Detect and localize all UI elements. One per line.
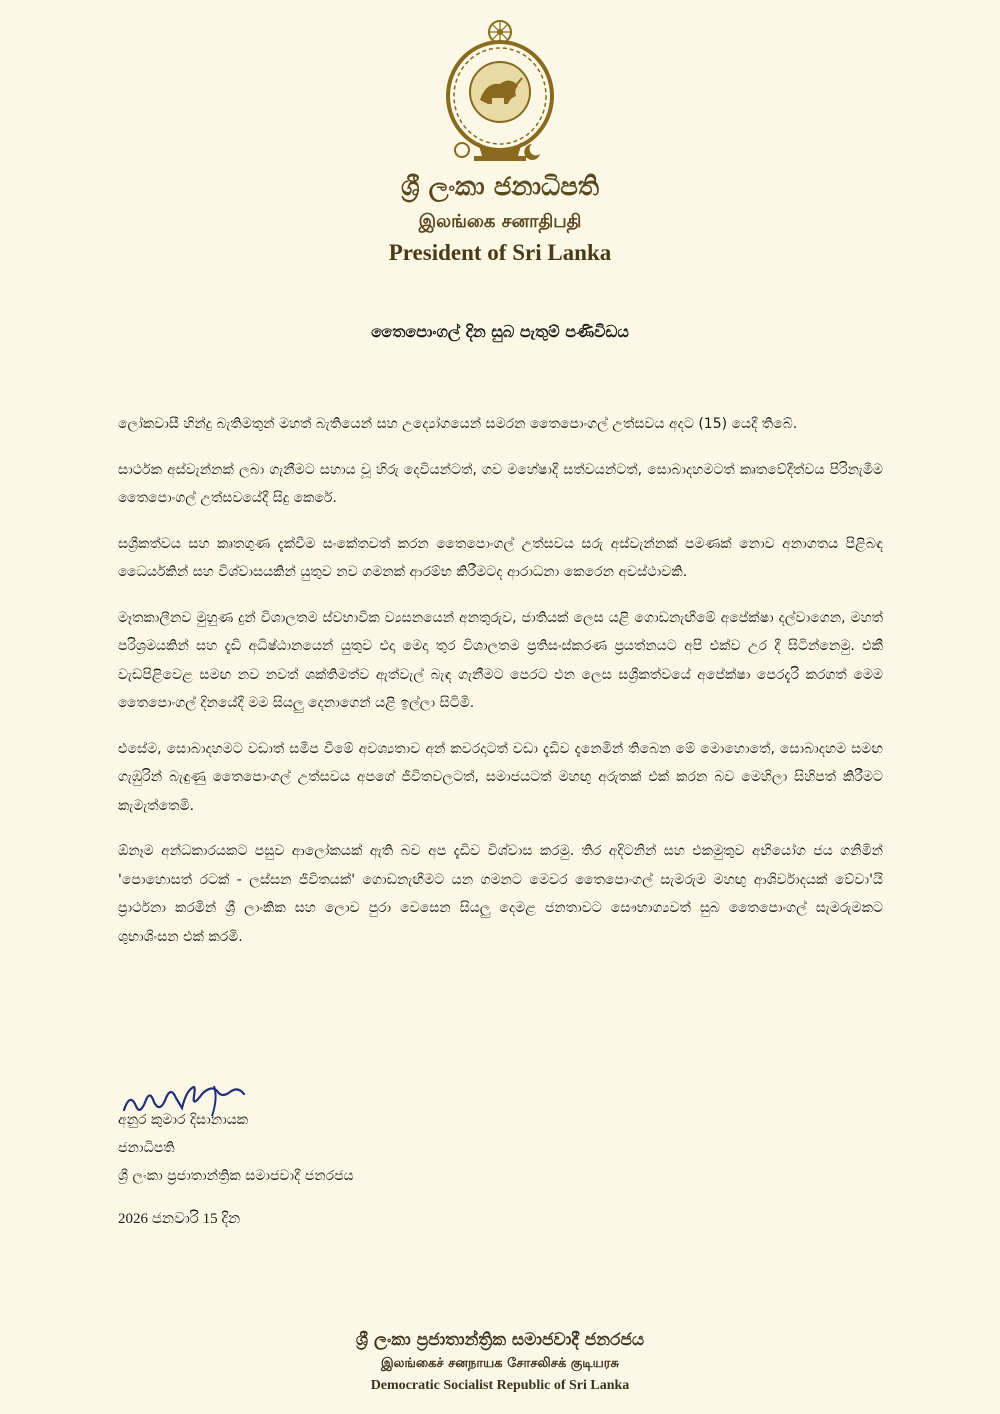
paragraph: මෑතකාලීනව මුහුණ දුන් විශාලතම ස්වභාවික ව්‍යසනයෙන් අනතුරුව, ජාතියක් ලෙස යළි ගොඩනැඟීමේ අපේක්ෂා දල්වාගෙන, මහත් පරිශ්‍රමයකින් සහ දැඩි අධිෂ්ඨානයෙන් යුතුව එදා මෙදා තුර විශාලතම ප්‍රතිසංස්කරණ ප්‍රයත්නයට අපි එක්ව උර දී සිටින්නෙමු. එකී වැඩපිළිවෙළ සමඟ නව නවත් ශක්තිමත්ව ඇත්වැල් බැඳ ගැනීමට පෙරට එන ලෙස සශ්‍රීකත්වයේ අපේක්ෂා පෙරදැරි කරගත් මෙම තෛපොංගල් දිනයේදී මම සියලු දෙනාගෙන් යළි ඉල්ලා සිටිමි. bbox=[118, 609, 883, 711]
signatory-role: ජනාධිපති bbox=[118, 1140, 175, 1156]
header-title-english: President of Sri Lanka bbox=[388, 240, 612, 265]
letter-date: 2026 ජනවාරි 15 දින bbox=[118, 1211, 241, 1227]
paragraph: සාර්ථක අස්වැන්නක් ලබා ගැනීමට සහාය වූ හිරු දෙවියන්ටත්, ගව මහේෂාදී සත්වයන්ටත්, සොබාදහමටත් කෘතවේදීත්වය පිරිනැමීම තෛපොංගල් උත්සවයේදී සිදු කෙරේ. bbox=[118, 461, 883, 506]
document-title: තෛපොංගල් දින සුබ පැතුම් පණිවිඩය bbox=[371, 322, 629, 341]
paragraph: එසේම, සොබාදහමට වඩාත් සමීප වීමේ අවශ්‍යතාව අන් කවරදාටත් වඩා දැඩිව දැනෙමින් තිබෙන මේ මොහොතේ, සොබාදහම සමඟ ගැඹුරින් බැඳුණු තෛපොංගල් උත්සවය අපගේ ජීවිතවලටත්, සමාජයටත් මහඟු අරුතක් එක් කරන බව මෙහිලා සිහිපත් කිරීමට කැමැත්තෙමි. bbox=[118, 740, 883, 814]
header-title-sinhala: ශ්‍රී ලංකා ජනාධිපති bbox=[400, 172, 600, 202]
paragraph: ලෝකවාසී හින්දු බැතිමතුන් මහත් බැතියෙන් සහ උද්‍යෝගයෙන් සමරන තෛපොංගල් උත්සවය අදට (15) යෙදී තිබේ. bbox=[118, 416, 798, 432]
footer-sinhala: ශ්‍රී ලංකා ප්‍රජාතාන්ත්‍රික සමාජවාදී ජනරජය bbox=[355, 1330, 645, 1350]
letter-body bbox=[118, 410, 883, 968]
paragraph: සශ්‍රීකත්වය සහ කෘතගුණ දැක්වීම සංකේතවත් කරන තෛපොංගල් උත්සවය සරු අස්වැන්නක් පමණක් නොව අනාගතය පිළිබඳ ධෛර්යකින් සහ විශ්වාසයකින් යුතුව නව ගමනක් ආරම්භ කිරීමටද ආරාධනා කෙරෙන අවස්ථාවකි. bbox=[118, 535, 883, 580]
state-emblem-icon bbox=[440, 18, 560, 168]
footer-english: Democratic Socialist Republic of Sri Lanka bbox=[370, 1378, 630, 1393]
footer-tamil: இலங்கைச் சனநாயக சோசலிசக் குடியரசு bbox=[381, 1356, 619, 1371]
paragraph: ඕනෑම අන්ධකාරයකට පසුව ආලෝකයක් ඇති බව අප දැඩිව විශ්වාස කරමු. තිර අදිටනින් සහ එකමුතුව අභියෝග ජය ගනිමින් 'පොහොසත් රටක් - ලස්සන ජීවිතයක්' ගොඩනැඟීමට යන ගමනට මෙවර තෛපොංගල් සැමරුම මහඟු ආශිර්වාදයක් වේවා'යි ප්‍රාර්ථනා කරමින් ශ්‍රී ලාංකික සහ ලොව පුරා වෙසෙන සියලු දෙමළ ජනතාවට සෞභාග්‍යවත් සුබ තෛපොංගල් සැමරුමකට ශුභාශිංසන එක් කරමි. bbox=[118, 843, 884, 945]
signatory-organization: ශ්‍රී ලංකා ප්‍රජාතාන්ත්‍රික සමාජවාදී ජනරජය bbox=[118, 1168, 354, 1184]
signatory-name: අනුර කුමාර දිසානායක bbox=[118, 1112, 249, 1128]
header-title-tamil: இலங்கை சனாதிபதி bbox=[418, 211, 582, 232]
